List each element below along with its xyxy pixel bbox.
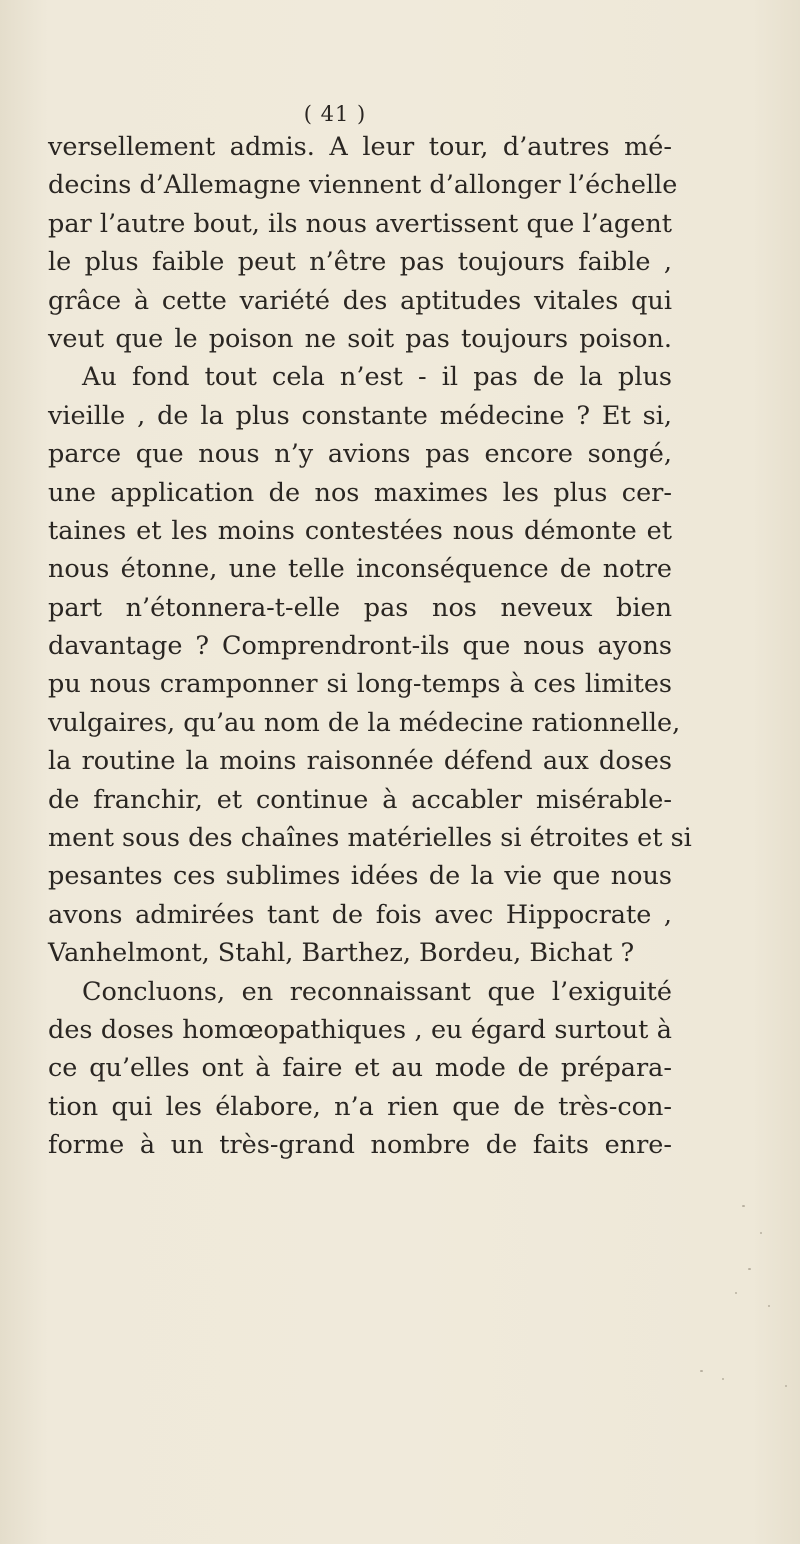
paper-speck <box>722 1378 724 1380</box>
paper-speck <box>748 1268 751 1270</box>
text-line: avons admirées tant de fois avec Hippocrate , <box>48 899 672 930</box>
paper-speck <box>700 1370 703 1372</box>
text-line: le plus faible peut n’être pas toujours faible , <box>48 247 672 278</box>
paper-speck <box>768 1305 770 1307</box>
text-line: tion qui les élabore, n’a rien que de très-con- <box>48 1091 672 1122</box>
paper-speck <box>742 1205 745 1207</box>
text-line: des doses homœopathiques , eu égard surtout à <box>48 1014 672 1045</box>
text-line: veut que le poison ne soit pas toujours poison. <box>48 323 672 354</box>
text-line: forme à un très-grand nombre de faits enre- <box>48 1130 672 1161</box>
text-line: Vanhelmont, Stahl, Barthez, Bordeu, Bichat ? <box>48 938 635 969</box>
text-line: taines et les moins contestées nous démonte et <box>48 515 672 546</box>
text-line: de franchir, et continue à accabler misérable- <box>48 784 672 815</box>
text-line: ment sous des chaînes matérielles si étroites et si <box>48 823 692 854</box>
text-line: part n’étonnera-t-elle pas nos neveux bien <box>48 592 672 623</box>
text-line: une application de nos maximes les plus cer- <box>48 477 672 508</box>
text-line: ce qu’elles ont à faire et au mode de prépara- <box>48 1053 672 1084</box>
text-line: davantage ? Comprendront-ils que nous ayons <box>48 631 672 662</box>
text-line: vieille , de la plus constante médecine ? Et si, <box>48 400 672 431</box>
text-line: par l’autre bout, ils nous avertissent que l’agent <box>48 208 672 239</box>
body-text <box>48 128 692 1165</box>
text-line: Concluons, en reconnaissant que l’exiguité <box>82 976 672 1007</box>
text-line: parce que nous n’y avions pas encore songé, <box>48 439 672 470</box>
text-line: pu nous cramponner si long-temps à ces limites <box>48 669 672 700</box>
paper-speck <box>785 1385 787 1387</box>
text-line: vulgaires, qu’au nom de la médecine rationnelle, <box>48 707 681 738</box>
text-line: grâce à cette variété des aptitudes vitales qui <box>48 285 672 316</box>
text-line: decins d’Allemagne viennent d’allonger l’échelle <box>48 170 678 201</box>
text-line: la routine la moins raisonnée défend aux doses <box>48 746 672 777</box>
paper-speck <box>760 1232 762 1234</box>
text-line: nous étonne, une telle inconséquence de notre <box>48 554 672 585</box>
text-line: Au fond tout cela n’est - il pas de la plus <box>82 362 672 393</box>
page-number: ( 41 ) <box>303 102 367 126</box>
text-line: pesantes ces sublimes idées de la vie que nous <box>48 861 672 892</box>
paper-speck <box>735 1292 737 1294</box>
text-line: versellement admis. A leur tour, d’autres mé- <box>48 132 672 162</box>
